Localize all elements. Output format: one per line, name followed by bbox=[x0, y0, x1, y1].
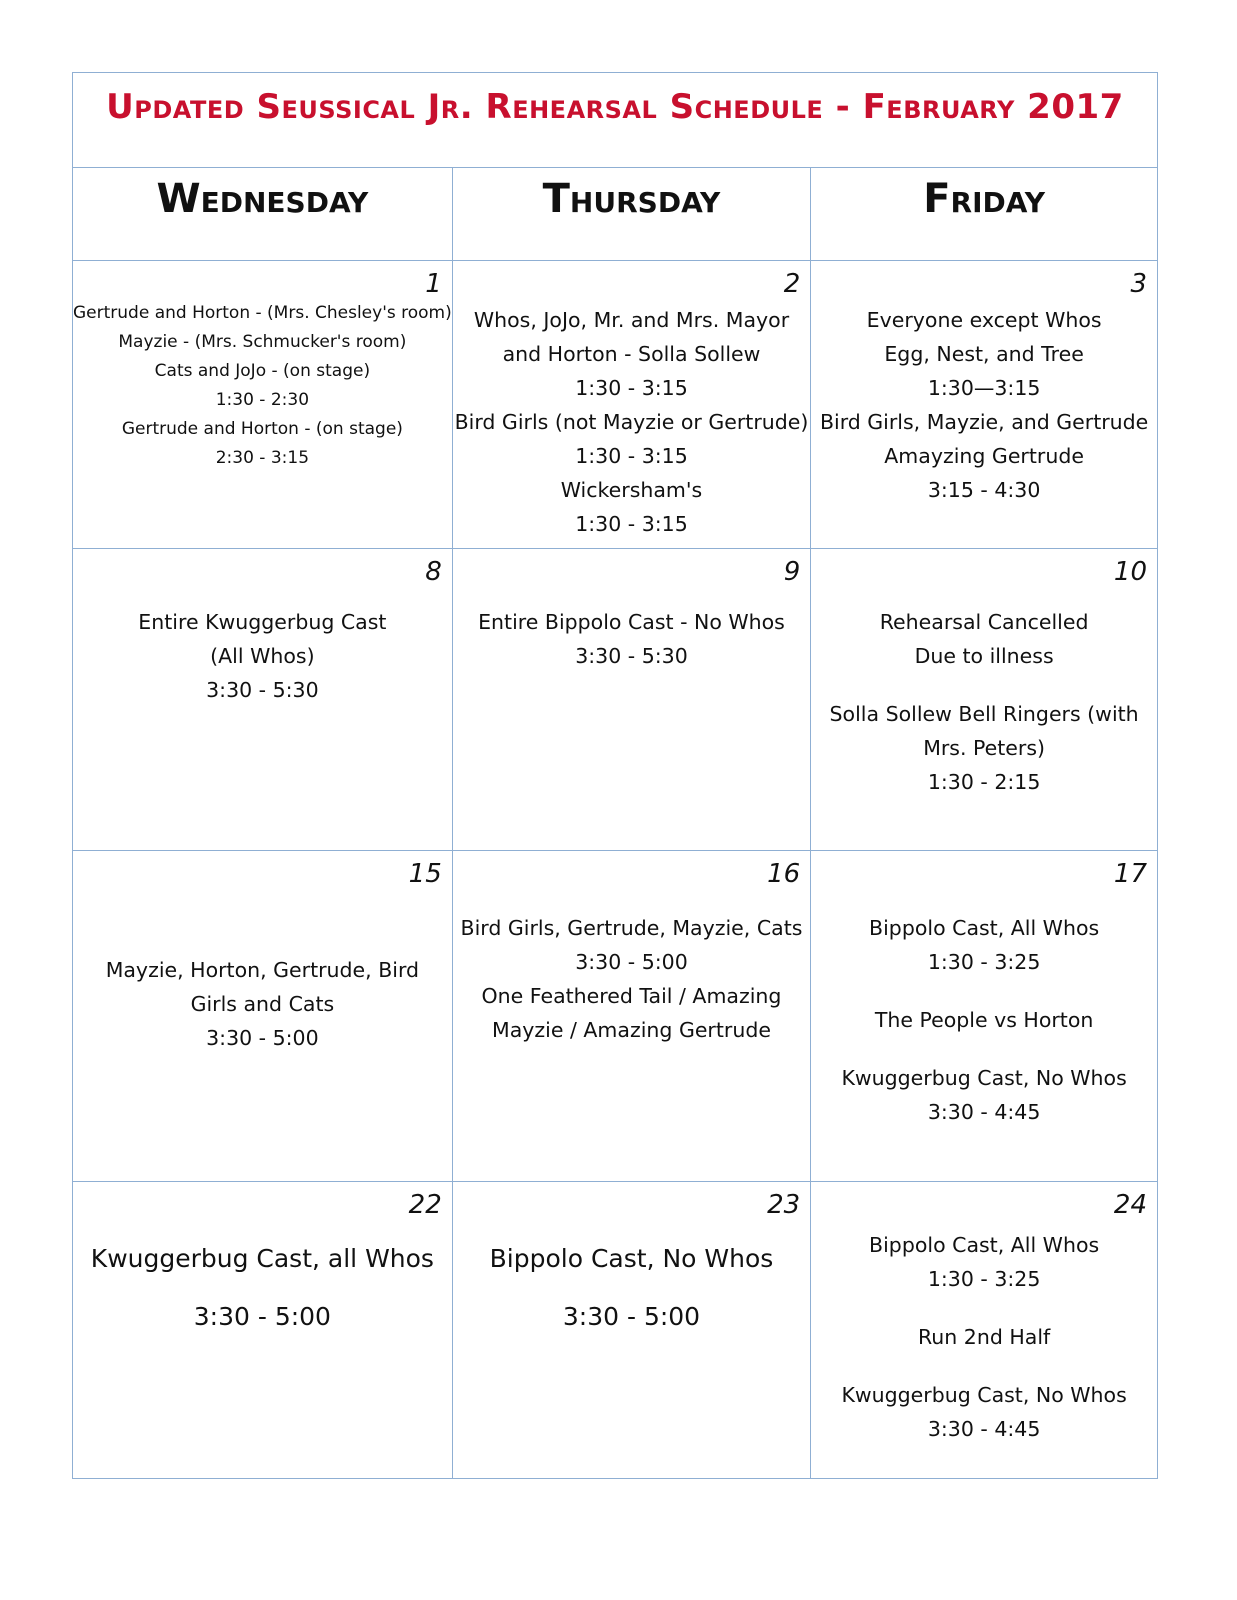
week-row bbox=[73, 261, 1158, 549]
rehearsal-details bbox=[73, 299, 452, 473]
day-label: Thursday bbox=[542, 176, 721, 222]
date-number: 9 bbox=[783, 557, 801, 587]
day-header-wednesday bbox=[73, 168, 453, 261]
rehearsal-details bbox=[73, 1230, 452, 1346]
rehearsal-details bbox=[453, 1230, 810, 1346]
schedule-line: Amayzing Gertrude bbox=[884, 444, 1084, 468]
schedule-line: 2:30 - 3:15 bbox=[215, 448, 310, 468]
day-cell bbox=[452, 1182, 810, 1479]
schedule-line: Entire Kwuggerbug Cast bbox=[138, 610, 387, 634]
day-label: Friday bbox=[923, 176, 1046, 222]
schedule-line: Wickersham's bbox=[560, 478, 703, 502]
schedule-line: 1:30 - 3:15 bbox=[575, 512, 688, 536]
schedule-line: One Feathered Tail / Amazing bbox=[481, 984, 782, 1008]
title-cell bbox=[73, 73, 1158, 168]
date-number: 22 bbox=[408, 1190, 442, 1220]
rehearsal-details bbox=[453, 911, 810, 1047]
date-number: 10 bbox=[1113, 557, 1147, 587]
day-cell bbox=[452, 549, 810, 851]
schedule-line: 3:30 - 5:00 bbox=[193, 1302, 331, 1331]
spacer bbox=[811, 979, 1157, 1003]
schedule-line: (All Whos) bbox=[210, 644, 315, 668]
schedule-line: Whos, JoJo, Mr. and Mrs. Mayor bbox=[473, 308, 790, 332]
date-number: 24 bbox=[1113, 1190, 1147, 1220]
schedule-line: 3:30 - 5:00 bbox=[562, 1302, 701, 1331]
rehearsal-details bbox=[811, 911, 1157, 1129]
spacer bbox=[811, 1296, 1157, 1320]
schedule-line: 3:30 - 5:00 bbox=[575, 950, 688, 974]
spacer bbox=[73, 907, 452, 953]
day-cell bbox=[452, 851, 810, 1182]
day-label: Wednesday bbox=[156, 176, 369, 222]
schedule-line: Egg, Nest, and Tree bbox=[884, 342, 1084, 366]
day-cell bbox=[811, 1182, 1158, 1479]
spacer bbox=[811, 673, 1157, 697]
schedule-line: 1:30 - 2:15 bbox=[927, 770, 1041, 794]
schedule-line: 3:30 - 4:45 bbox=[927, 1417, 1041, 1441]
rehearsal-details bbox=[811, 1228, 1157, 1446]
schedule-line: 3:15 - 4:30 bbox=[927, 478, 1041, 502]
day-cell bbox=[811, 549, 1158, 851]
day-cell bbox=[73, 851, 453, 1182]
schedule-line: 1:30—3:15 bbox=[927, 376, 1041, 400]
rehearsal-details bbox=[453, 605, 810, 673]
week-row bbox=[73, 549, 1158, 851]
day-cell bbox=[73, 261, 453, 549]
schedule-line: 3:30 - 5:30 bbox=[575, 644, 688, 668]
schedule-line: Bippolo Cast, All Whos bbox=[869, 916, 1100, 940]
schedule-line: Due to illness bbox=[914, 644, 1054, 668]
schedule-line: 1:30 - 3:15 bbox=[575, 376, 688, 400]
date-number: 2 bbox=[783, 269, 801, 299]
schedule-line: Bippolo Cast, No Whos bbox=[489, 1244, 774, 1273]
schedule-line: 3:30 - 5:30 bbox=[206, 678, 319, 702]
day-header-friday bbox=[811, 168, 1158, 261]
spacer bbox=[811, 1354, 1157, 1378]
schedule-line: 1:30 - 3:25 bbox=[927, 1267, 1041, 1291]
date-number: 17 bbox=[1113, 859, 1147, 889]
schedule-line: 1:30 - 3:25 bbox=[927, 950, 1041, 974]
rehearsal-details bbox=[453, 303, 810, 541]
schedule-line: 3:30 - 5:00 bbox=[206, 1026, 319, 1050]
schedule-line: Everyone except Whos bbox=[866, 308, 1102, 332]
schedule-line: Rehearsal Cancelled bbox=[879, 610, 1089, 634]
day-cell bbox=[73, 1182, 453, 1479]
rehearsal-details bbox=[73, 605, 452, 707]
schedule-line: Mayzie, Horton, Gertrude, Bird bbox=[105, 958, 420, 982]
schedule-line: Bird Girls, Mayzie, and Gertrude bbox=[819, 410, 1149, 434]
schedule-line: Gertrude and Horton - (on stage) bbox=[121, 419, 403, 439]
day-cell bbox=[811, 261, 1158, 549]
schedule-line: 1:30 - 3:15 bbox=[575, 444, 688, 468]
day-cell bbox=[73, 549, 453, 851]
schedule-table bbox=[72, 72, 1158, 1479]
schedule-line: and Horton - Solla Sollew bbox=[502, 342, 761, 366]
spacer bbox=[811, 1037, 1157, 1061]
schedule-line: 1:30 - 2:30 bbox=[215, 390, 310, 410]
schedule-line: Mayzie / Amazing Gertrude bbox=[492, 1018, 771, 1042]
schedule-line: Bird Girls (not Mayzie or Gertrude) bbox=[454, 410, 809, 434]
schedule-line: Bippolo Cast, All Whos bbox=[869, 1233, 1100, 1257]
schedule-line: Gertrude and Horton - (Mrs. Chesley's room) bbox=[73, 303, 452, 323]
date-number: 3 bbox=[1130, 269, 1147, 299]
date-number: 1 bbox=[425, 269, 442, 299]
date-number: 15 bbox=[408, 859, 442, 889]
week-row bbox=[73, 1182, 1158, 1479]
schedule-line: 3:30 - 4:45 bbox=[927, 1100, 1041, 1124]
date-number: 8 bbox=[425, 557, 442, 587]
schedule-title: Updated Seussical Jr. Rehearsal Schedule - February 2017 bbox=[106, 87, 1124, 127]
day-cell bbox=[811, 851, 1158, 1182]
schedule-line: Solla Sollew Bell Ringers (with bbox=[829, 702, 1139, 726]
day-header-thursday bbox=[452, 168, 810, 261]
schedule-line: Mayzie - (Mrs. Schmucker's room) bbox=[118, 332, 407, 352]
schedule-line: Girls and Cats bbox=[190, 992, 335, 1016]
schedule-line: Cats and JoJo - (on stage) bbox=[154, 361, 371, 381]
rehearsal-details bbox=[811, 303, 1157, 507]
schedule-line: Kwuggerbug Cast, No Whos bbox=[841, 1066, 1127, 1090]
rehearsal-details bbox=[73, 907, 452, 1055]
schedule-line: Kwuggerbug Cast, all Whos bbox=[90, 1244, 434, 1273]
week-row bbox=[73, 851, 1158, 1182]
rehearsal-details bbox=[811, 605, 1157, 799]
schedule-line: Run 2nd Half bbox=[917, 1325, 1051, 1349]
schedule-line: Bird Girls, Gertrude, Mayzie, Cats bbox=[460, 916, 803, 940]
schedule-line: Entire Bippolo Cast - No Whos bbox=[478, 610, 785, 634]
schedule-line: The People vs Horton bbox=[874, 1008, 1094, 1032]
day-cell bbox=[452, 261, 810, 549]
schedule-line: Mrs. Peters) bbox=[923, 736, 1046, 760]
schedule-line: Kwuggerbug Cast, No Whos bbox=[841, 1383, 1127, 1407]
date-number: 23 bbox=[767, 1190, 801, 1220]
date-number: 16 bbox=[767, 859, 801, 889]
